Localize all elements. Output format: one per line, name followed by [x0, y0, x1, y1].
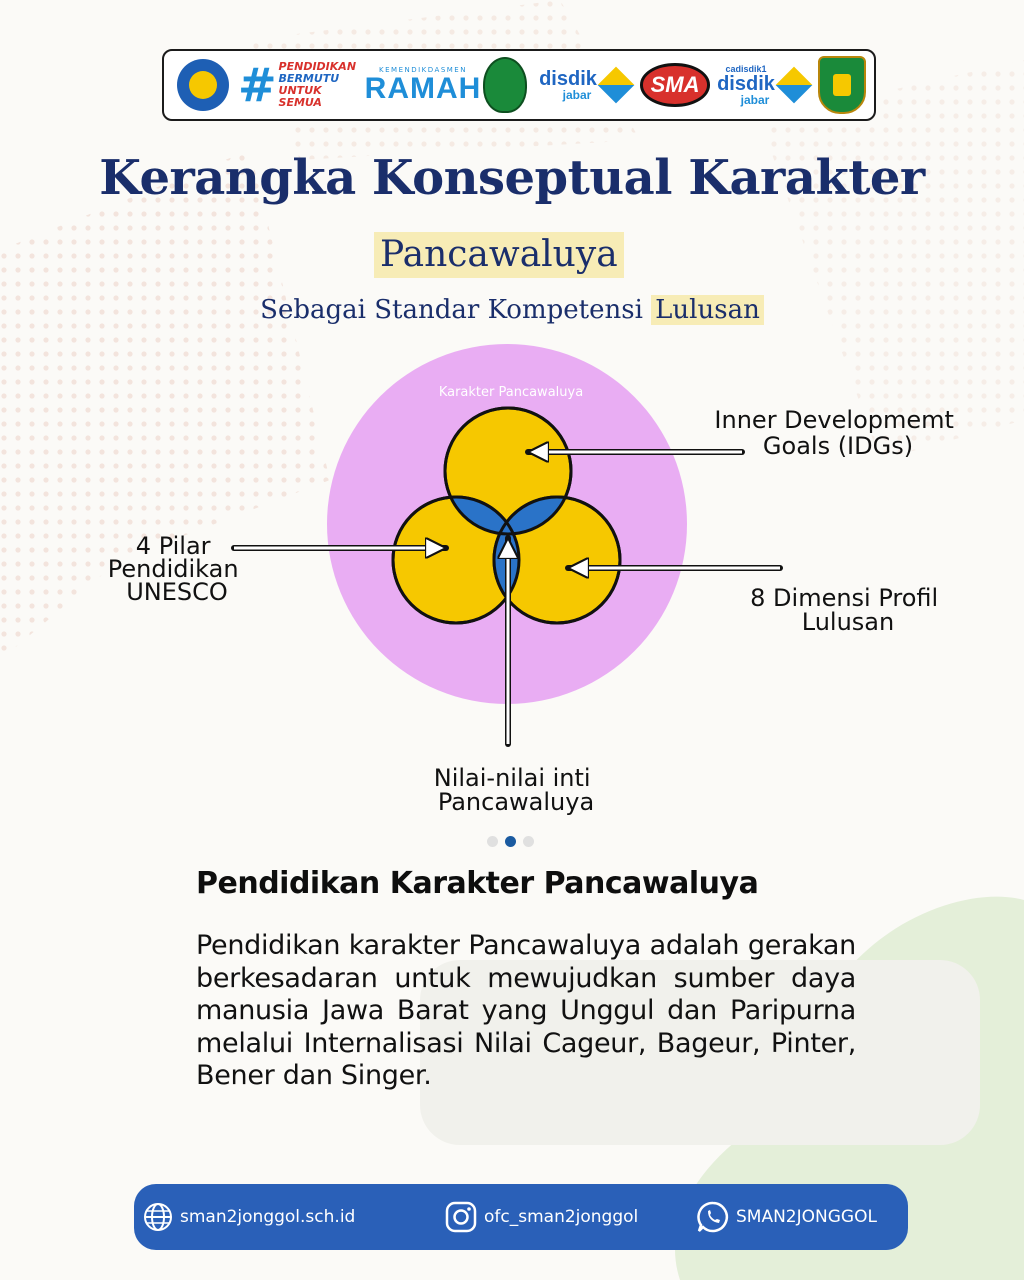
instagram-text: ofc_sman2jonggol [484, 1207, 639, 1227]
whatsapp-link[interactable] [696, 1184, 877, 1250]
hashtag-word-2: BERMUTU [278, 72, 340, 85]
whatsapp-icon [696, 1200, 730, 1234]
school-crest-logo [814, 51, 870, 119]
label-unesco-line1: 4 Pilar [135, 532, 211, 560]
section-heading: Pendidikan Karakter Pancawaluya [196, 866, 759, 901]
label-nilai-line2: Pancawaluya [437, 788, 595, 816]
ramah-logo [364, 51, 482, 119]
page-tagline [0, 290, 1024, 330]
disdik-jabar-logo [530, 51, 638, 119]
pager-dot-2[interactable] [505, 836, 516, 847]
website-link[interactable] [142, 1184, 355, 1250]
pager-dot-1[interactable] [487, 836, 498, 847]
website-text: sman2jonggol.sch.id [180, 1207, 356, 1227]
hashtag-word-1: PENDIDIKAN [278, 60, 357, 73]
pancawaluya-venn-diagram [0, 330, 1024, 830]
label-unesco [108, 532, 246, 606]
label-unesco-line3: UNESCO [126, 578, 228, 606]
ramah-text: RAMAH [364, 72, 482, 105]
outer-circle-label: Karakter Pancawaluya [438, 385, 584, 400]
label-profil [750, 584, 946, 636]
label-profil-line1: 8 Dimensi Profil [750, 584, 939, 612]
cadisdik-logo [712, 51, 812, 119]
sma-logo [642, 51, 708, 119]
label-nilai-line1: Nilai-nilai inti [433, 764, 591, 792]
label-nilai [434, 764, 598, 816]
jawa-barat-crest-logo [480, 51, 530, 119]
disdik-text: disdik [539, 68, 597, 90]
cadisdik-jabar-text: jabar [740, 92, 770, 107]
pendidikan-bermutu-logo: # PENDIDIKAN BERMUTU UNTUK SEMUA [238, 51, 364, 119]
tagline-text: Sebagai Standar Kompetensi [260, 295, 652, 325]
cadisdik-disdik-text: disdik [717, 72, 775, 95]
page-subtitle: Pancawaluya [374, 232, 624, 278]
label-profil-line2: Lulusan [801, 608, 895, 636]
ramah-small-text: KEMENDIKDASMEN [379, 66, 467, 74]
whatsapp-text: SMAN2JONGGOL [736, 1207, 877, 1227]
sma-text: SMA [640, 63, 711, 107]
logo-bar [162, 49, 876, 121]
tagline-highlight: Lulusan [651, 295, 764, 325]
label-idg [714, 406, 961, 460]
instagram-link[interactable] [444, 1184, 638, 1250]
globe-icon [142, 1201, 174, 1233]
carousel-pager [487, 836, 534, 847]
page-title: Kerangka Konseptual Karakter [99, 150, 925, 206]
label-idg-line2: Goals (IDGs) [762, 432, 914, 460]
hashtag-word-3: UNTUK SEMUA [278, 84, 322, 109]
cadisdik-text: cadisdik1 [725, 63, 767, 74]
tut-wuri-logo [174, 51, 232, 119]
pager-dot-3[interactable] [523, 836, 534, 847]
jabar-text: jabar [562, 88, 592, 102]
label-unesco-line2: Pendidikan [107, 555, 239, 583]
contact-footer [134, 1184, 908, 1250]
section-description: Pendidikan karakter Pancawaluya adalah gerakan berkesadaran untuk mewujudkan sumber daya manusia Jawa Barat yang Unggul dan Paripurna melalui Internalisasi Nilai Cageur, Bageur, Pinter, Bener dan Singer. [196, 930, 856, 1091]
instagram-icon [444, 1200, 478, 1234]
label-idg-line1: Inner Developmemt [714, 406, 954, 434]
